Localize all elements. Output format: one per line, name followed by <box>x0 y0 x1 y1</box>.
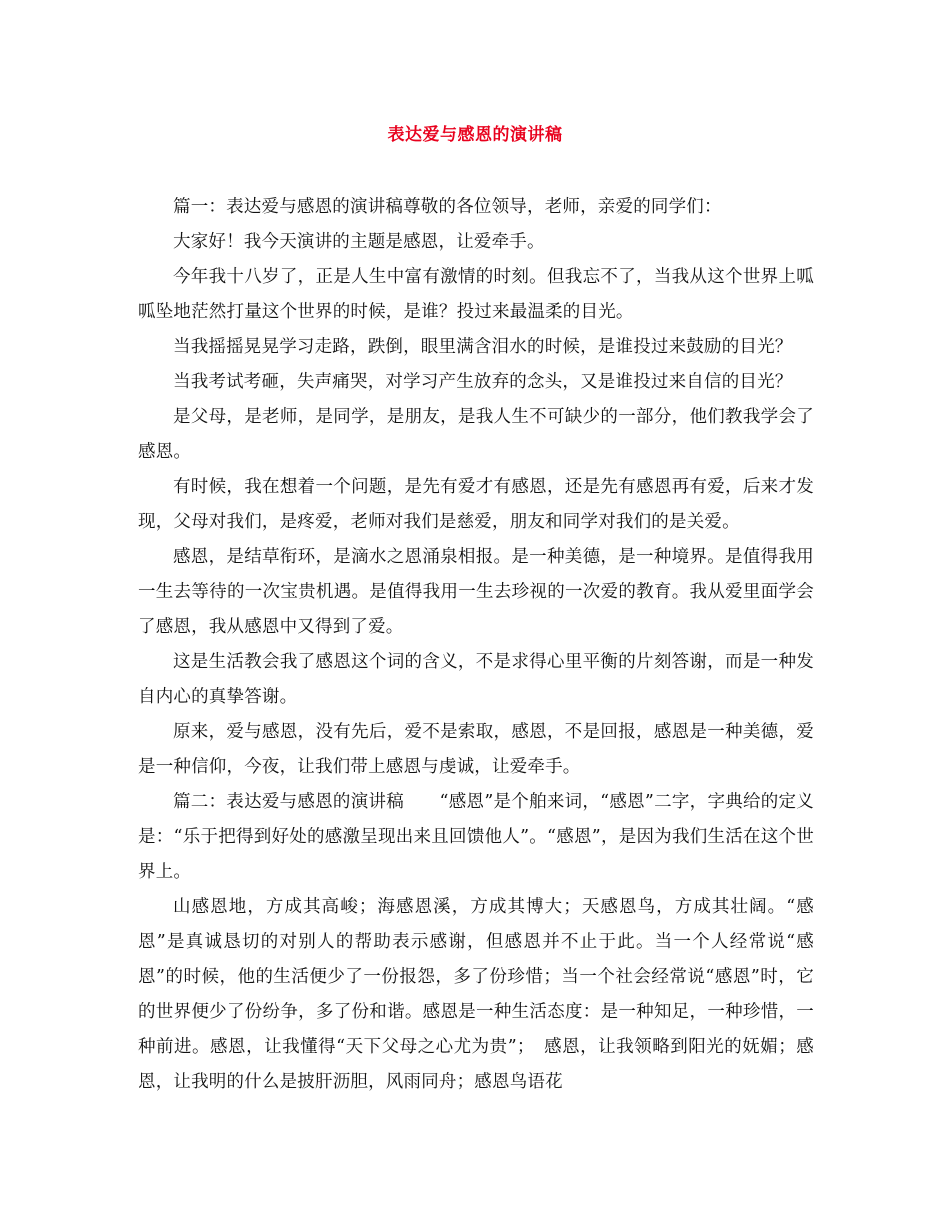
paragraph: 原来，爱与感恩，没有先后，爱不是索取，感恩，不是回报，感恩是一种美德，爱是一种信仰，今夜，让我们带上感恩与虔诚，让爱牵手。 <box>138 722 814 777</box>
paragraph: 当我摇摇晃晃学习走路，跌倒，眼里满含泪水的时候，是谁投过来鼓励的目光？ <box>173 337 793 357</box>
paragraph: 今年我十八岁了，正是人生中富有激情的时刻。但我忘不了，当我从这个世界上呱呱坠地茫然打量这个世界的时候，是谁？投过来最温柔的目光。 <box>138 267 814 322</box>
document-body <box>138 190 814 1100</box>
paragraph: 有时候，我在想着一个问题，是先有爱才有感恩，还是先有感恩再有爱，后来才发现，父母对我们，是疼爱，老师对我们是慈爱，朋友和同学对我们的是关爱。 <box>138 477 814 532</box>
paragraph-section-two: 篇二：表达爱与感恩的演讲稿 “感恩”是个舶来词，“感恩”二字，字典给的定义是：“乐于把得到好处的感激呈现出来且回馈他人”。“感恩”，是因为我们生活在这个世界上。 <box>138 792 814 882</box>
paragraph: 当我考试考砸，失声痛哭，对学习产生放弃的念头，又是谁投过来自信的目光？ <box>173 372 793 392</box>
paragraph: 这是生活教会我了感恩这个词的含义，不是求得心里平衡的片刻答谢，而是一种发自内心的真挚答谢。 <box>138 652 814 707</box>
paragraph: 是父母，是老师，是同学，是朋友，是我人生不可缺少的一部分，他们教我学会了感恩。 <box>138 407 814 462</box>
paragraph-intro: 篇一：表达爱与感恩的演讲稿尊敬的各位领导，老师，亲爱的同学们： <box>173 197 722 217</box>
paragraph: 感恩，是结草衔环，是滴水之恩涌泉相报。是一种美德，是一种境界。是值得我用一生去等待的一次宝贵机遇。是值得我用一生去珍视的一次爱的教育。我从爱里面学会了感恩，我从感恩中又得到了爱。 <box>138 547 814 637</box>
paragraph: 山感恩地，方成其高峻；海感恩溪，方成其博大；天感恩鸟，方成其壮阔。“感恩”是真诚恳切的对别人的帮助表示感谢，但感恩并不止于此。当一个人经常说“感恩”的时候，他的生活便少了一份报怨，多了份珍惜；当一个社会经常说“感恩”时，它的世界便少了份纷争，多了份和谐。感恩是一种生活态度：是一种知足，一种珍惜，一种前进。感恩，让我懂得“天下父母之心尤为贵”； 感恩，让我领略到阳光的妩媚；感恩，让我明的什么是披肝沥胆，风雨同舟；感恩鸟语花 <box>138 897 814 1092</box>
page-title: 表达爱与感恩的演讲稿 <box>387 125 563 145</box>
paragraph-greeting: 大家好！我今天演讲的主题是感恩，让爱牵手。 <box>173 232 545 252</box>
